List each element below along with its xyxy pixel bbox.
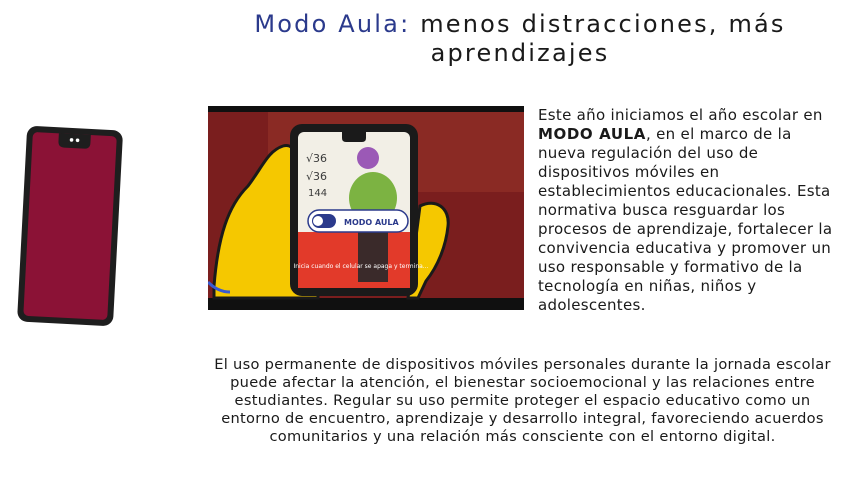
video-subtitle: Inicia cuando el celular se apaga y termina... bbox=[293, 263, 429, 270]
video-pill-label: MODO AULA bbox=[344, 218, 399, 227]
svg-text:144: 144 bbox=[308, 188, 328, 199]
smartphone-icon bbox=[14, 124, 126, 334]
video-illustration bbox=[208, 106, 524, 310]
intro-text-after: , en el marco de la nueva regulación del uso de dispositivos móviles en establecimientos educacionales. Esta normativa busca resguardar los procesos de aprendizaje, fortalecer la convivencia educativa y promover un uso responsable y formativo de la tecnología en niñas, niños y adolescentes. bbox=[538, 125, 833, 314]
intro-highlight: MODO AULA bbox=[538, 125, 646, 143]
svg-text:√36: √36 bbox=[306, 152, 328, 165]
svg-text:√36: √36 bbox=[306, 170, 328, 183]
page-title bbox=[200, 10, 840, 68]
body-paragraph: El uso permanente de dispositivos móviles personales durante la jornada escolar puede afectar la atención, el bienestar socioemocional y las relaciones entre estudiantes. Regular su uso permite proteger el espacio educativo como un entorno de encuentro, aprendizaje y desarrollo integral, favoreciendo acuerdos comunitarios y una relación más consciente con el entorno digital. bbox=[214, 356, 831, 445]
title-accent: Modo Aula: bbox=[254, 10, 411, 38]
intro-paragraph bbox=[538, 106, 843, 315]
modo-aula-video[interactable] bbox=[208, 106, 524, 310]
intro-text-before: Este año iniciamos el año escolar en bbox=[538, 106, 823, 124]
title-rest: menos distracciones, más aprendizajes bbox=[410, 10, 786, 67]
